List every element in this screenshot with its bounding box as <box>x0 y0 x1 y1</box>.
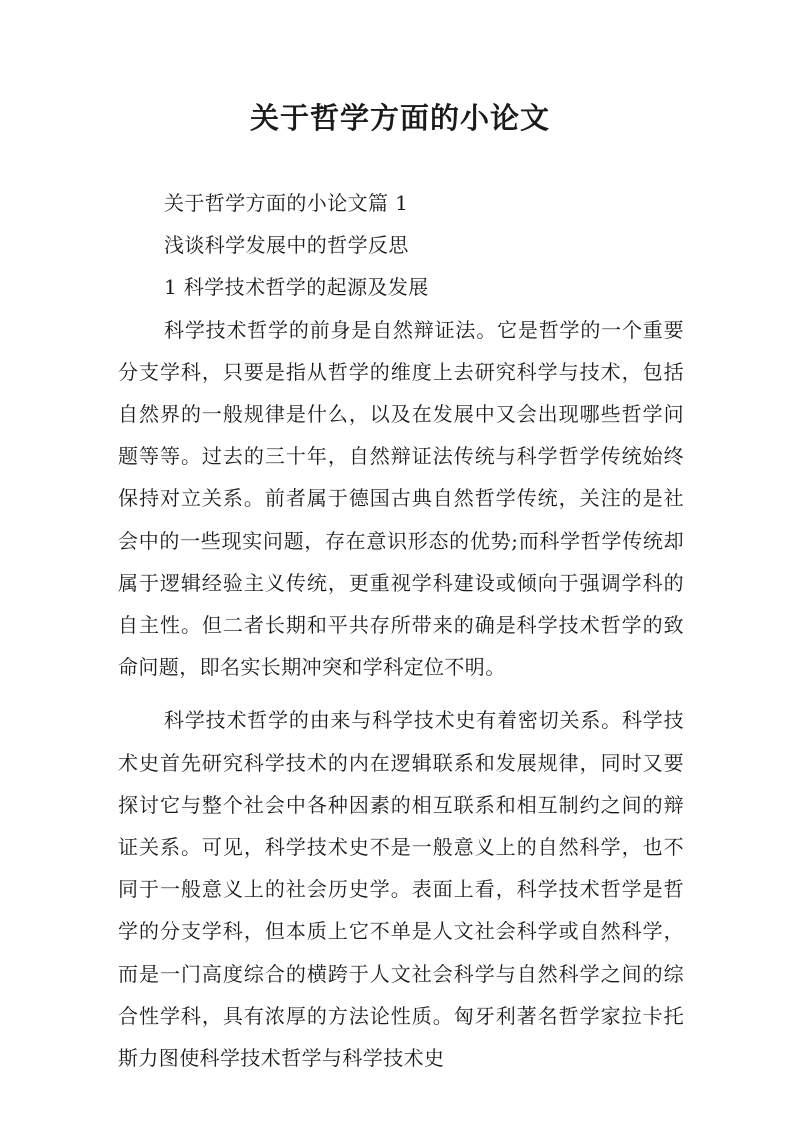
document-body <box>118 182 684 1079</box>
paragraph: 科学技术哲学的前身是自然辩证法。它是哲学的一个重要分支学科，只要是指从哲学的维度上去研究科学与技术，包括自然界的一般规律是什么，以及在发展中又会出现哪些哲学问题等等。过去的三十年，自然辩证法传统与科学哲学传统始终保持对立关系。前者属于德国古典自然哲学传统，关注的是社会中的一些现实问题，存在意识形态的优势;而科学哲学传统却属于逻辑经验主义传统，更重视学科建设或倾向于强调学科的自主性。但二者长期和平共存所带来的确是科学技术哲学的致命问题，即名实长期冲突和学科定位不明。 <box>118 317 684 680</box>
paragraph: 科学技术哲学的由来与科学技术史有着密切关系。科学技术史首先研究科学技术的内在逻辑联系和发展规律，同时又要探讨它与整个社会中各种因素的相互联系和相互制约之间的辩证关系。可见，科学技术史不是一般意义上的自然科学，也不同于一般意义上的社会历史学。表面上看，科学技术哲学是哲学的分支学科，但本质上它不单是人文社会科学或自然科学，而是一门高度综合的横跨于人文社会科学与自然科学之间的综合性学科，具有浓厚的方法论性质。匈牙利著名哲学家拉卡托斯力图使科学技术哲学与科学技术史 <box>118 708 684 1071</box>
section-heading-article: 关于哲学方面的小论文篇 1 <box>164 191 409 215</box>
section-heading-subtitle: 浅谈科学发展中的哲学反思 <box>164 233 409 258</box>
section-heading-chapter: 1 科学技术哲学的起源及发展 <box>164 275 429 300</box>
document-title: 关于哲学方面的小论文 <box>249 101 550 135</box>
